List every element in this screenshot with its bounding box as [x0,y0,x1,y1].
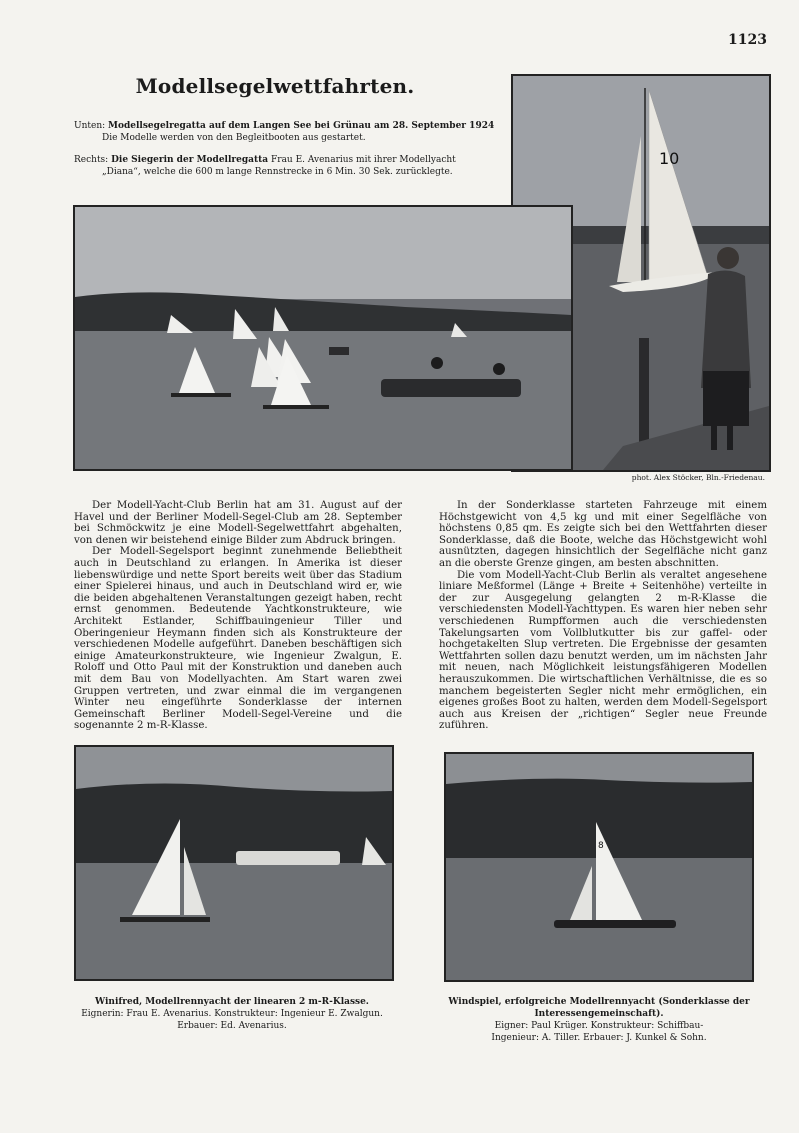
caption-winifred [74,996,390,1032]
photo-credit: phot. Alex Stöcker, Bln.-Friedenau. [631,473,765,482]
photo-windspiel [444,752,754,982]
caption-windspiel [432,996,766,1044]
page-number: 1123 [728,32,767,48]
caption-right-prefix: Rechts: [74,155,109,165]
photo-winifred [74,745,394,981]
caption-windspiel-line1: Eigner: Paul Krüger. Konstrukteur: Schiffbau- [494,1021,704,1031]
page-title: Modellsegelwettfahrten. [135,74,415,98]
caption-right-rest1: Frau E. Avenarius mit ihrer Modellyacht [271,155,456,165]
caption-right-rest2: „Diana“, welche die 600 m lange Rennstrecke in 6 Min. 30 Sek. zurücklegte. [102,167,453,177]
caption-below-rest: Die Modelle werden von den Begleitbooten aus gestartet. [102,133,366,143]
caption-windspiel-line2: Ingenieur: A. Tiller. Erbauer: J. Kunkel & Sohn. [491,1033,707,1043]
column-left [74,500,402,732]
column-left-paragraph: Der Modell-Segelsport beginnt zunehmende Beliebtheit auch in Deutschland zu erlangen. In Amerika ist dieser liebenswürdige und nette Sport bereits weit über das Stadium einer Spielerei hinaus, und auch in Deutschland wird er, wie die beiden abgehaltenen Veranstaltungen gezeigt haben, recht ernst genommen. Bedeutende Yachtkonstrukteure, wie Architekt Estlander, Schiffbauingenieur Tiller und Oberingenieur Heymann finden sich als Konstrukteure der verschiedenen Modelle aufgeführt. Daneben beschäftigen sich einige Amateurkonstrukteure, wie Ingenieur Zwalgun, E. Roloff und Otto Paul mit der Konstruktion und daneben auch mit dem Bau von Modellyachten. Am Start waren zwei Gruppen vertreten, und zwar einmal die im vergangenen Winter neu eingeführte Sonderklasse der internen Gemeinschaft Berliner Modell-Segel-Vereine und die sogenannte 2 m-R-Klasse. [74,546,402,732]
caption-winifred-line2: Erbauer: Ed. Avenarius. [177,1021,287,1031]
caption-winifred-title: Winifred, Modellrennyacht der linearen 2 m-R-Klasse. [95,997,369,1007]
column-left-paragraph: Der Modell-Yacht-Club Berlin hat am 31. August auf der Havel und der Berliner Modell-Segel-Club am 28. September bei Schmöckwitz je eine Modell-Segelwettfahrt abgehalten, von denen wir beistehend einige Bilder zum Abdruck bringen. [74,500,402,546]
photo-regatta [73,205,573,471]
caption-below-prefix: Unten: [74,121,106,131]
caption-right-bold: Die Siegerin der Modellregatta [111,155,269,165]
sail-number-small-text: 8 [598,841,604,851]
column-right [439,500,767,732]
sail-number-text: 10 [659,149,680,168]
caption-winifred-line1: Eignerin: Frau E. Avenarius. Konstrukteur: Ingenieur E. Zwalgun. [81,1009,383,1019]
caption-below [74,120,504,144]
column-right-paragraph: Die vom Modell-Yacht-Club Berlin als veraltet angesehene liniare Meßformel (Länge + Breite + Seitenhöhe) verteilte in der zur Ausgegelung gelangten 2 m-R-Klasse die verschiedensten Modell-Yachttypen. Es waren hier neben sehr verschiedenen Rumpfformen auch die verschiedensten Takelungsarten vom Vollblutkutter bis zur gaffel- oder hochgetakelten Slup vertreten. Die Ergebnisse der gesamten Wettfahrten sollen dazu benutzt werden, um im nächsten Jahr mit neuen, nach Möglichkeit leistungsfähigeren Modellen herauszukommen. Die wirtschaftlichen Verhältnisse, die es so manchem begeisterten Segler nicht mehr ermöglichen, ein eigenes großes Boot zu halten, werden dem Modell-Segelsport auch aus Kreisen der „richtigen“ Segler neue Freunde zuführen. [439,569,767,732]
caption-right [74,154,504,178]
caption-windspiel-title: Windspiel, erfolgreiche Modellrennyacht (Sonderklasse der Interessengemeinschaft). [448,997,750,1019]
caption-below-bold: Modellsegelregatta auf dem Langen See bei Grünau am 28. September 1924 [108,121,495,131]
column-right-paragraph: In der Sonderklasse starteten Fahrzeuge mit einem Höchstgewicht von 4,5 kg und mit einer Segelfläche von höchstens 0,85 qm. Es zeigte sich bei den Wettfahrten dieser Sonderklasse, daß die Boote, welche das Höchstgewicht wohl ausnützten, dagegen hinsichtlich der Segelfläche nicht ganz an die oberste Grenze gingen, am besten abschnitten. [439,500,767,569]
